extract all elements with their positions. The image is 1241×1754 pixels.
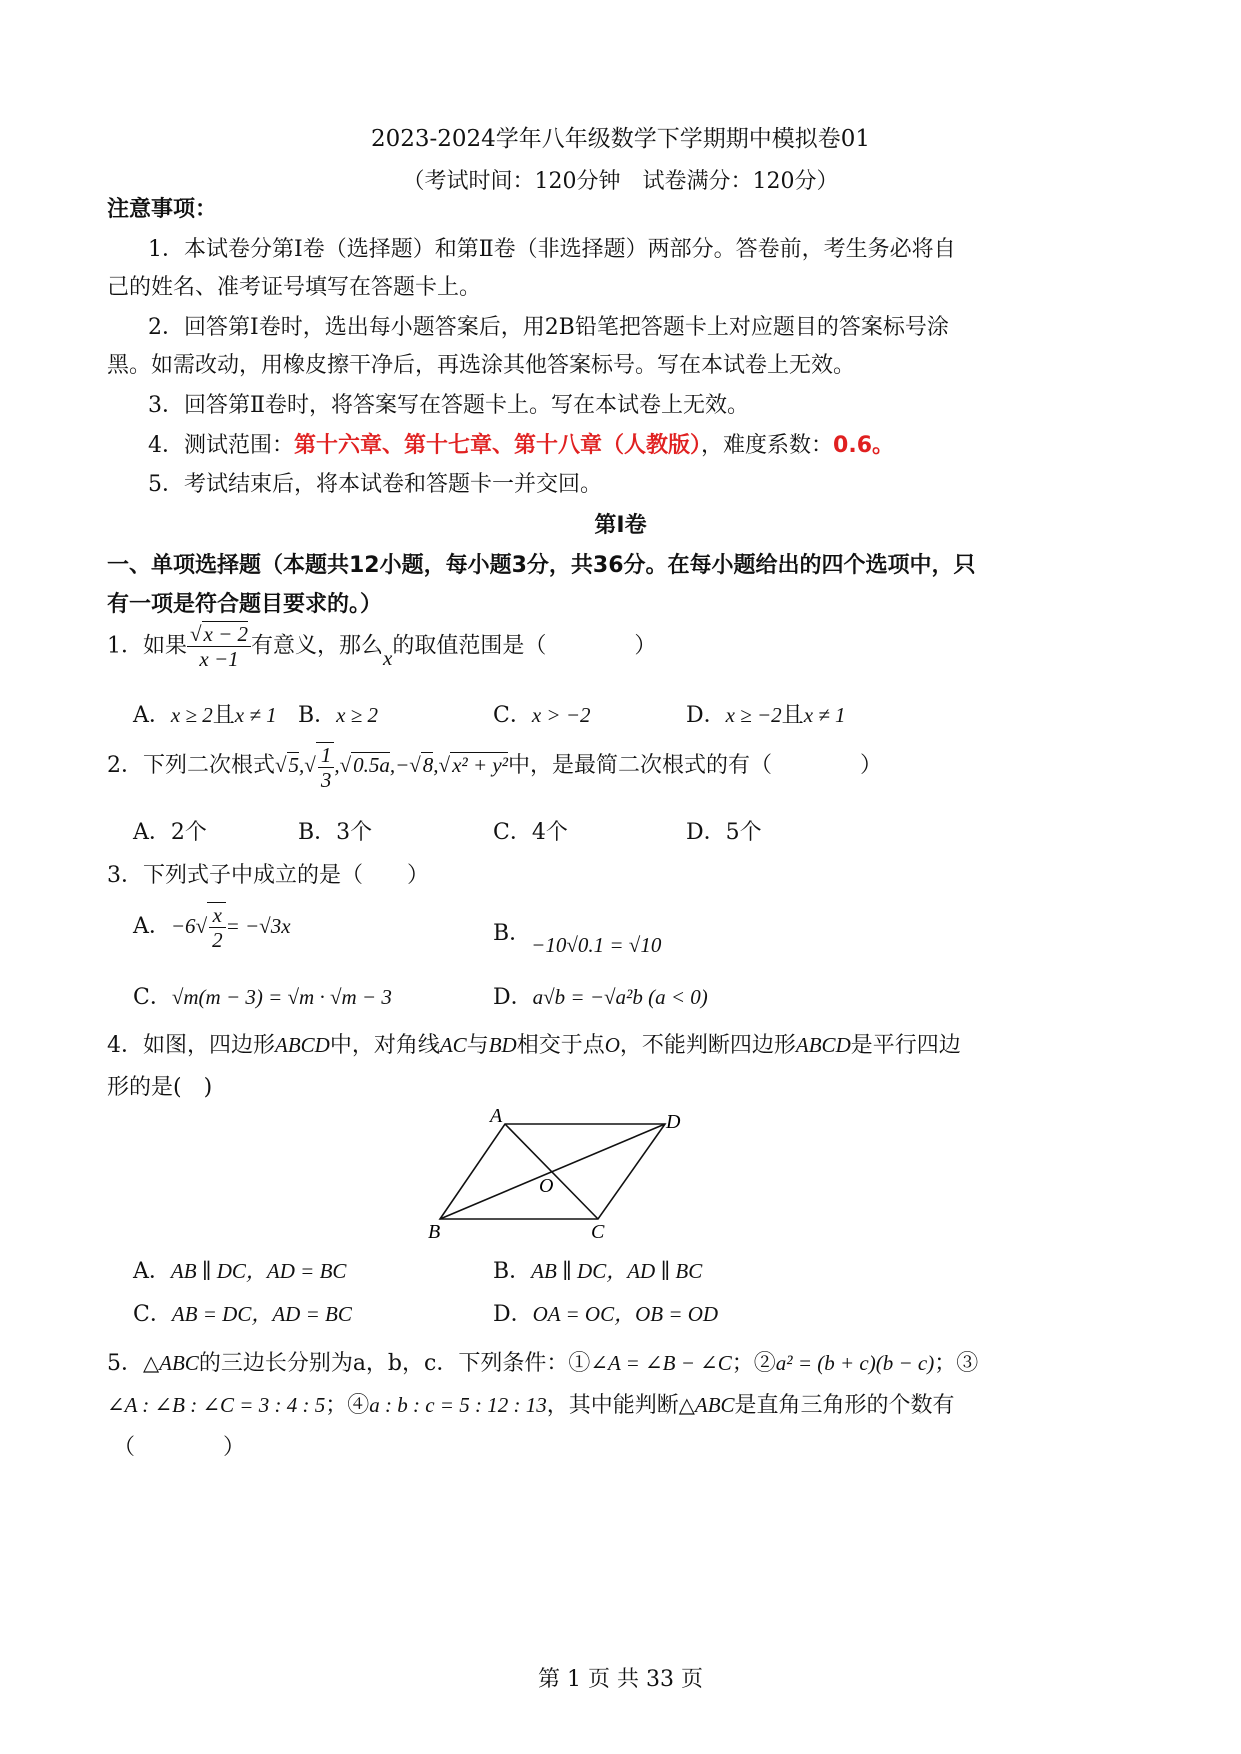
vertex-b-label: B bbox=[428, 1221, 441, 1243]
q4-option-b[interactable] bbox=[493, 1254, 702, 1285]
q4-b-expr: AB ∥ DC，AD ∥ BC bbox=[531, 1259, 703, 1283]
q4-s4: 相交于点 bbox=[516, 1033, 605, 1058]
q1-option-c[interactable] bbox=[493, 698, 591, 729]
q4-a-expr: AB ∥ DC，AD = BC bbox=[170, 1259, 347, 1283]
q1-numerator: x − 2 bbox=[203, 622, 249, 646]
q2-option-c[interactable]: C．4个 bbox=[493, 820, 568, 845]
note-1-line-2: 己的姓名、准考证号填写在答题卡上。 bbox=[107, 275, 482, 300]
q4-option-a[interactable] bbox=[133, 1254, 346, 1285]
q4-o: O bbox=[604, 1033, 620, 1057]
q1-var: x bbox=[383, 645, 393, 670]
q3-a-rhs: = −√3x bbox=[225, 914, 291, 939]
q4-b-label: B． bbox=[493, 1259, 532, 1284]
q1-d-expr2: x ≠ 1 bbox=[803, 703, 846, 727]
question-4-line-2: 形的是( ) bbox=[107, 1075, 213, 1100]
q1-a-label: A． bbox=[133, 703, 171, 728]
q5-condition-4: a : b : c = 5 : 12 : 13 bbox=[369, 1393, 547, 1417]
q5-sep-3: ；④ bbox=[325, 1393, 370, 1418]
parallelogram-figure bbox=[420, 1098, 700, 1248]
q2-r3: 0.5a bbox=[353, 752, 390, 777]
q1-option-a[interactable] bbox=[133, 698, 277, 729]
q4-ac: AC bbox=[439, 1033, 467, 1057]
q2-radicals: √5,√ $\frac{1}{3}$ ,√0.5a,−√8,√x² + y² bbox=[275, 743, 508, 793]
q3-c-label: C． bbox=[133, 985, 172, 1010]
q1-post: 的取值范围是（ ） bbox=[392, 633, 657, 659]
q1-denominator: x −1 bbox=[199, 647, 239, 672]
difficulty-coefficient: 0.6。 bbox=[833, 433, 895, 458]
q4-c-label: C． bbox=[133, 1302, 172, 1327]
q3-c-expr: √m(m − 3) = √m · √m − 3 bbox=[171, 985, 392, 1009]
note-4-mid: ，难度系数： bbox=[701, 433, 834, 458]
q5-sep-2: ；③ bbox=[934, 1351, 979, 1376]
q3-a-den: 2 bbox=[212, 928, 223, 953]
note-3: 3．回答第Ⅱ卷时，将答案写在答题卡上。写在本试卷上无效。 bbox=[148, 393, 749, 418]
q5-triangle-2: △ABC bbox=[678, 1393, 735, 1417]
q4-s2: 中，对角线 bbox=[329, 1033, 440, 1058]
q1-option-d[interactable] bbox=[686, 698, 846, 729]
q1-fraction: $\frac{√x - 2}{x -1}$ bbox=[187, 622, 251, 671]
q1-a-expr2: x ≠ 1 bbox=[234, 703, 277, 727]
q1-d-expr: x ≥ −2 bbox=[725, 703, 782, 727]
q2-option-a[interactable]: A．2个 bbox=[133, 820, 207, 845]
note-4-prefix: 4．测试范围： bbox=[148, 433, 294, 458]
q4-a-label: A． bbox=[133, 1259, 171, 1284]
q5-sep-1: ；② bbox=[731, 1351, 776, 1376]
q5-condition-3: ∠A : ∠B : ∠C = 3 : 4 : 5 bbox=[107, 1393, 326, 1417]
q3-d-label: D． bbox=[493, 985, 533, 1010]
q1-c-label: C． bbox=[493, 703, 532, 728]
q4-option-c[interactable] bbox=[133, 1297, 352, 1328]
q3-b-expr: −10√0.1 = √10 bbox=[531, 933, 662, 957]
q2-option-d[interactable]: D．5个 bbox=[686, 820, 762, 845]
q4-c-expr: AB = DC，AD = BC bbox=[171, 1302, 352, 1326]
q5-condition-1: ∠A = ∠B − ∠C bbox=[590, 1351, 732, 1375]
vertex-a-label: A bbox=[490, 1105, 503, 1127]
question-2 bbox=[107, 742, 882, 792]
q2-pre: 2．下列二次根式 bbox=[107, 752, 275, 778]
point-o-label: O bbox=[539, 1175, 554, 1197]
exam-title: 2023-2024学年八年级数学下学期期中模拟卷01 bbox=[370, 126, 871, 152]
q4-d-expr: OA = OC，OB = OD bbox=[532, 1302, 719, 1326]
q3-a-num: x bbox=[209, 903, 226, 928]
question-5-line-2 bbox=[107, 1388, 955, 1419]
q4-abcd: ABCD bbox=[275, 1033, 330, 1057]
q2-r5: x² + y² bbox=[452, 752, 508, 777]
q3-option-d[interactable] bbox=[493, 980, 708, 1011]
q1-d-conj: 且 bbox=[781, 703, 804, 728]
q4-s5: ，不能判断四边形 bbox=[619, 1033, 796, 1058]
part1-heading-line-1: 一、单项选择题（本题共12小题，每小题3分，共36分。在每小题给出的四个选项中，只 bbox=[107, 553, 976, 578]
note-2-line-2: 黑。如需改动，用橡皮擦干净后，再选涂其他答案标号。写在本试卷上无效。 bbox=[107, 353, 856, 378]
vertex-c-label: C bbox=[591, 1221, 605, 1243]
q1-b-label: B． bbox=[298, 703, 337, 728]
q4-d-label: D． bbox=[493, 1302, 533, 1327]
q3-option-a[interactable]: A．−6√ $\frac{x}{2}$ = −√3x bbox=[133, 903, 291, 953]
q5-condition-2: a² = (b + c)(b − c) bbox=[775, 1351, 935, 1375]
q4-s3: 与 bbox=[466, 1033, 489, 1058]
q5-triangle: △ABC bbox=[143, 1351, 199, 1375]
q3-d-expr: a√b = −√a²b (a < 0) bbox=[532, 985, 708, 1009]
q4-s6: 是平行四边 bbox=[850, 1033, 961, 1058]
q3-a-label: A． bbox=[133, 914, 171, 940]
q1-pre: 1．如果 bbox=[107, 633, 187, 659]
note-1-line-1: 1．本试卷分第Ⅰ卷（选择题）和第Ⅱ卷（非选择题）两部分。答卷前，考生务必将自 bbox=[148, 237, 956, 262]
q2-r1: 5 bbox=[288, 752, 300, 777]
exam-subtitle: （考试时间：120分钟 试卷满分：120分） bbox=[402, 169, 839, 194]
q2-r2-den: 3 bbox=[320, 768, 332, 793]
note-5: 5．考试结束后，将本试卷和答题卡一并交回。 bbox=[148, 472, 602, 497]
q3-b-label: B． bbox=[493, 921, 532, 946]
q5-pre: 5． bbox=[107, 1351, 143, 1376]
notes-heading: 注意事项： bbox=[107, 197, 218, 222]
q1-b-expr: x ≥ 2 bbox=[336, 703, 379, 727]
q1-a-conj: 且 bbox=[212, 703, 235, 728]
note-4 bbox=[148, 428, 894, 459]
vertex-d-label: D bbox=[666, 1111, 681, 1133]
q3-option-c[interactable] bbox=[133, 980, 392, 1011]
question-1 bbox=[107, 622, 656, 671]
note-2-line-1: 2．回答第Ⅰ卷时，选出每小题答案后，用2B铅笔把答题卡上对应题目的答案标号涂 bbox=[148, 315, 949, 340]
q2-r2-num: 1 bbox=[318, 743, 335, 768]
q4-abcd-2: ABCD bbox=[795, 1033, 851, 1057]
q4-option-d[interactable] bbox=[493, 1297, 718, 1328]
q2-post: 中，是最简二次根式的有（ ） bbox=[507, 752, 882, 778]
test-scope: 第十六章、第十七章、第十八章（人教版） bbox=[294, 433, 702, 458]
question-3: 3．下列式子中成立的是（ ） bbox=[107, 863, 429, 888]
volume-heading: 第Ⅰ卷 bbox=[594, 513, 647, 538]
q1-mid: 有意义，那么 bbox=[251, 633, 384, 659]
page-footer: 第 1 页 共 33 页 bbox=[538, 1667, 703, 1692]
q5-answer-paren: （ ） bbox=[113, 1435, 246, 1460]
q3-option-b[interactable] bbox=[493, 916, 662, 957]
q2-option-b[interactable]: B．3个 bbox=[298, 820, 373, 845]
q3-a-pre: −6 bbox=[170, 914, 196, 939]
q4-bd: BD bbox=[488, 1033, 517, 1057]
q1-c-expr: x > −2 bbox=[531, 703, 591, 727]
q1-a-expr: x ≥ 2 bbox=[170, 703, 213, 727]
q2-r4: 8 bbox=[422, 752, 434, 777]
q5-mid: 的三边长分别为a，b，c．下列条件：① bbox=[198, 1351, 591, 1376]
part1-heading-line-2: 有一项是符合题目要求的。） bbox=[107, 592, 383, 617]
q5-tail-2: 是直角三角形的个数有 bbox=[734, 1393, 955, 1418]
question-4-line-1 bbox=[107, 1028, 961, 1059]
q1-d-label: D． bbox=[686, 703, 726, 728]
q1-option-b[interactable] bbox=[298, 698, 378, 729]
q5-tail-1: ，其中能判断 bbox=[546, 1393, 679, 1418]
question-5-line-1 bbox=[107, 1346, 978, 1377]
q4-s1: 4．如图，四边形 bbox=[107, 1033, 275, 1058]
